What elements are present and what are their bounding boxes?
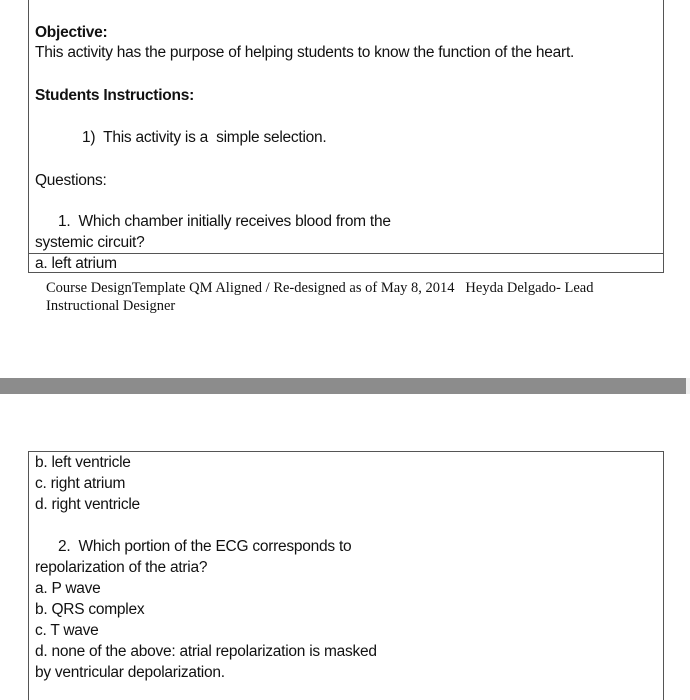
question-2-text: 2. Which portion of the ECG corresponds to [58, 538, 352, 555]
objective-heading: Objective: [35, 24, 108, 41]
question-1-option-d: d. right ventricle [35, 496, 140, 513]
instruction-item-1: 1) This activity is a simple selection. [82, 129, 327, 146]
question-2-option-d: d. none of the above: atrial repolarization is masked [35, 643, 377, 660]
question-1-option-a: a. left atrium [35, 255, 117, 272]
footer-line-2: Instructional Designer [46, 298, 176, 314]
question-1-option-c: c. right atrium [35, 475, 126, 492]
question-1-text-continued: systemic circuit? [35, 234, 145, 251]
question-2-option-c: c. T wave [35, 622, 99, 639]
question-2-option-b: b. QRS complex [35, 601, 145, 618]
objective-text: This activity has the purpose of helping students to know the function of the heart. [35, 44, 575, 61]
question-2-text-continued: repolarization of the atria? [35, 559, 208, 576]
questions-heading: Questions: [35, 172, 107, 189]
page-footer [46, 279, 593, 315]
instructions-heading: Students Instructions: [35, 87, 194, 104]
question-2-option-a: a. P wave [35, 580, 101, 597]
question-2-option-d-continued: by ventricular depolarization. [35, 664, 225, 681]
table-row-divider [28, 253, 664, 254]
footer-line-1: Course DesignTemplate QM Aligned / Re-designed as of May 8, 2014 Heyda Delgado- Lead [46, 280, 594, 296]
page-break-bar [0, 378, 690, 394]
page-break-bar-end [686, 378, 690, 394]
question-1-text: 1. Which chamber initially receives blood from the [58, 213, 391, 230]
question-1-option-b: b. left ventricle [35, 454, 131, 471]
